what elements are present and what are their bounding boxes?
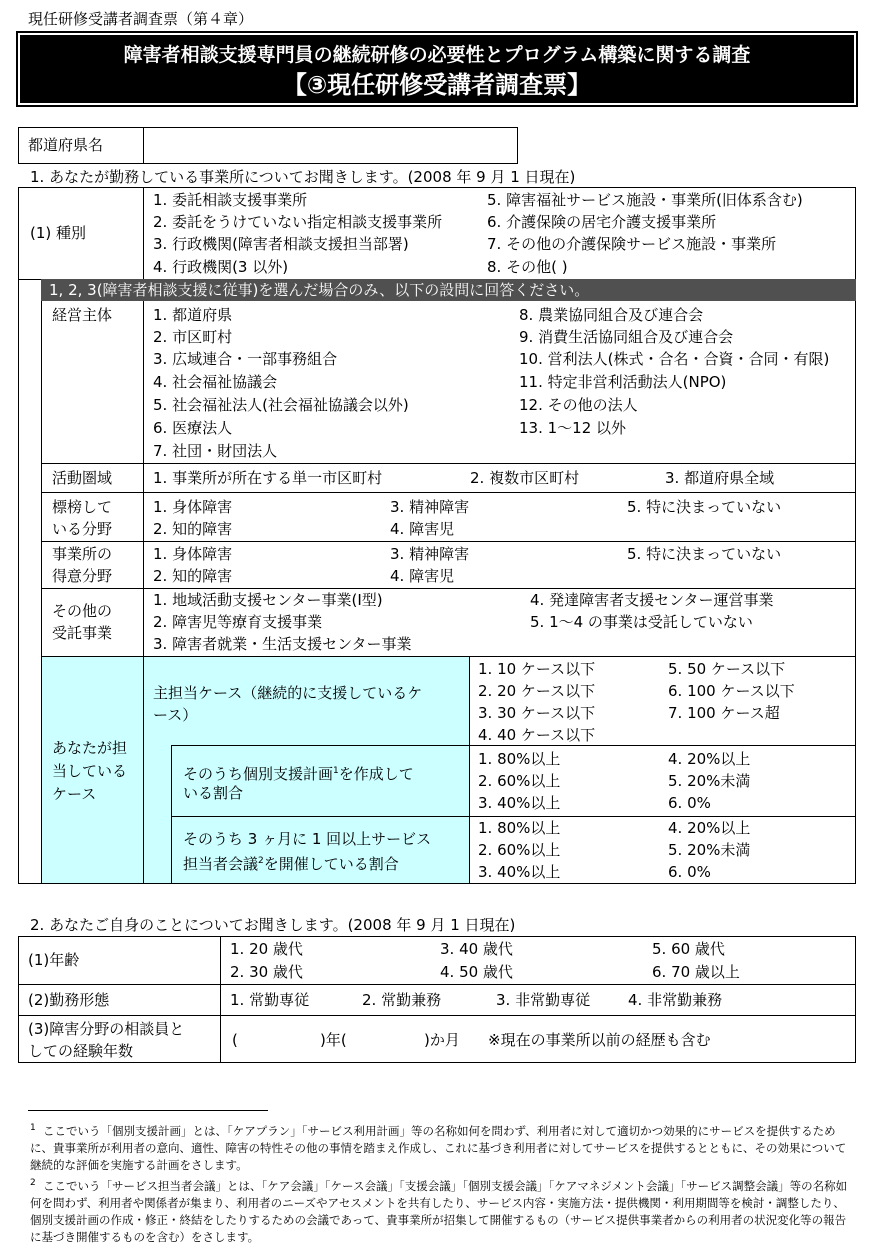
management-option[interactable]: 9. 消費生活協同組合及び連合会: [519, 328, 734, 346]
prefecture-input[interactable]: [146, 129, 514, 162]
age-option[interactable]: 4. 50 歳代: [440, 963, 513, 981]
type-option[interactable]: 2. 委託をうけていない指定相談支援事業所: [153, 213, 443, 231]
meeting-option[interactable]: 2. 60%以上: [478, 841, 561, 859]
management-option[interactable]: 11. 特定非営利活動法人(NPO): [519, 373, 727, 391]
management-label: 経営主体: [52, 306, 113, 324]
meeting-option[interactable]: 6. 0%: [668, 863, 711, 881]
management-option[interactable]: 2. 市区町村: [153, 328, 233, 346]
meeting-option[interactable]: 3. 40%以上: [478, 863, 561, 881]
other-projects-label: その他の: [52, 602, 113, 620]
meeting-label: そのうち 3 ヶ月に 1 回以上サービス: [183, 830, 432, 848]
declared-field-label: いる分野: [52, 520, 113, 538]
other-projects-option[interactable]: 3. 障害者就業・生活支援センター事業: [153, 635, 412, 653]
survey-banner: [18, 33, 856, 105]
meeting-option[interactable]: 5. 20%未満: [668, 841, 751, 859]
declared-field-option[interactable]: 1. 身体障害: [153, 498, 233, 516]
cases-label: 当している: [52, 762, 128, 780]
age-option[interactable]: 6. 70 歳以上: [652, 963, 740, 981]
area-label: 活動圏域: [52, 469, 113, 487]
management-option[interactable]: 8. 農業協同組合及び連合会: [519, 306, 704, 324]
conditional-notice: 1, 2, 3(障害者相談支援に従事)を選んだ場合のみ、以下の設問に回答ください。: [41, 279, 856, 301]
plan-option[interactable]: 4. 20%以上: [668, 750, 751, 768]
experience-years-input[interactable]: [244, 1026, 318, 1052]
survey-subtitle: 【③現任研修受講者調査票】: [282, 71, 592, 99]
declared-field-option[interactable]: 2. 知的障害: [153, 520, 233, 538]
declared-field-option[interactable]: 3. 精神障害: [390, 498, 470, 516]
plan-option[interactable]: 3. 40%以上: [478, 794, 561, 812]
meeting-label: 担当者会議$^2$を開催している割合: [183, 855, 399, 873]
management-option[interactable]: 12. その他の法人: [519, 396, 638, 414]
strong-field-label: 得意分野: [52, 567, 113, 585]
main-cases-option[interactable]: 5. 50 ケース以下: [668, 660, 786, 678]
experience-months-close: )か月: [424, 1031, 460, 1049]
other-projects-label: 受託事業: [52, 624, 113, 642]
declared-field-option[interactable]: 4. 障害児: [390, 520, 455, 538]
area-option[interactable]: 3. 都道府県全域: [665, 469, 775, 487]
strong-field-option[interactable]: 3. 精神障害: [390, 545, 470, 563]
survey-title: 障害者相談支援専門員の継続研修の必要性とプログラム構築に関する調査: [123, 44, 751, 66]
management-option[interactable]: 6. 医療法人: [153, 419, 233, 437]
prefecture-label: 都道府県名: [28, 136, 104, 154]
other-projects-option[interactable]: 1. 地域活動支援センター事業(Ⅰ型): [153, 591, 383, 609]
age-label: (1)年齢: [28, 951, 80, 969]
footnote-2: $^2$ ここでいう「サービス担当者会議」とは、「ケア会議」「ケース会議」「支援会議」「個別支援会議」「ケアマネジメント会議」「サービス調整会議」等の名称如何を問わず、利用者や関係者が集まり、利用者のニーズやアセスメントを共有したり、サービス内容・実施方法・提供機関・利用期間等を検討・調整したり、個別支援計画の作成・修正・終結をしたりするための会議であって、貴事業所が招集して開催するもの（サービス提供事業者からの利用者の状況変化等の報告に基づき開催するものを含む）をさします。: [30, 1178, 848, 1244]
cases-indent-cell: [144, 745, 171, 883]
strong-field-option[interactable]: 2. 知的障害: [153, 567, 233, 585]
employment-option[interactable]: 4. 非常勤兼務: [628, 991, 723, 1009]
main-cases-option[interactable]: 1. 10 ケース以下: [478, 660, 596, 678]
employment-option[interactable]: 3. 非常勤専従: [496, 991, 591, 1009]
section1-title: 1. あなたが勤務している事業所についてお聞きします。(2008 年 9 月 1 日現在): [30, 168, 576, 186]
main-cases-label: ース）: [153, 706, 198, 724]
employment-label: (2)勤務形態: [28, 991, 110, 1009]
area-option[interactable]: 2. 複数市区町村: [470, 469, 580, 487]
experience-months-input[interactable]: [356, 1026, 422, 1052]
main-cases-option[interactable]: 2. 20 ケース以下: [478, 682, 596, 700]
main-cases-option[interactable]: 7. 100 ケース超: [668, 704, 780, 722]
type-option-other[interactable]: 8. その他( ): [487, 258, 568, 276]
other-projects-option[interactable]: 2. 障害児等療育支援事業: [153, 613, 323, 631]
plan-label: いる割合: [183, 784, 244, 802]
type-option[interactable]: 4. 行政機関(3 以外): [153, 258, 289, 276]
plan-option[interactable]: 6. 0%: [668, 794, 711, 812]
main-cases-option[interactable]: 4. 40 ケース以下: [478, 726, 596, 744]
management-option[interactable]: 1. 都道府県: [153, 306, 233, 324]
meeting-option[interactable]: 1. 80%以上: [478, 819, 561, 837]
strong-field-option[interactable]: 4. 障害児: [390, 567, 455, 585]
plan-option[interactable]: 2. 60%以上: [478, 772, 561, 790]
management-option[interactable]: 10. 営利法人(株式・合名・合資・合同・有限): [519, 350, 830, 368]
cases-label: あなたが担: [52, 739, 128, 757]
type-option[interactable]: 7. その他の介護保険サービス施設・事業所: [487, 235, 777, 253]
form-top-label: 現任研修受講者調査票（第４章）: [28, 10, 254, 28]
type-label: (1) 種別: [30, 224, 87, 242]
experience-years-close: )年(: [320, 1031, 347, 1049]
experience-label: (3)障害分野の相談員と: [28, 1020, 185, 1038]
main-cases-label: 主担当ケース（継続的に支援しているケ: [153, 684, 423, 702]
management-option[interactable]: 13. 1～12 以外: [519, 419, 627, 437]
other-projects-option[interactable]: 5. 1～4 の事業は受託していない: [530, 613, 753, 631]
management-option[interactable]: 4. 社会福祉協議会: [153, 373, 278, 391]
strong-field-option[interactable]: 5. 特に決まっていない: [627, 545, 782, 563]
cases-label: ケース: [52, 785, 97, 803]
management-option[interactable]: 3. 広域連合・一部事務組合: [153, 350, 338, 368]
management-option[interactable]: 5. 社会福祉法人(社会福祉協議会以外): [153, 396, 409, 414]
main-cases-option[interactable]: 3. 30 ケース以下: [478, 704, 596, 722]
strong-field-option[interactable]: 1. 身体障害: [153, 545, 233, 563]
type-option[interactable]: 1. 委託相談支援事業所: [153, 191, 308, 209]
experience-label: しての経験年数: [28, 1042, 134, 1060]
age-option[interactable]: 1. 20 歳代: [230, 940, 303, 958]
strong-field-label: 事業所の: [52, 545, 113, 563]
plan-option[interactable]: 1. 80%以上: [478, 750, 561, 768]
section2-title: 2. あなたご自身のことについてお聞きします。(2008 年 9 月 1 日現在): [30, 916, 516, 934]
employment-option[interactable]: 2. 常勤兼務: [362, 991, 442, 1009]
other-projects-option[interactable]: 4. 発達障害者支援センター運営事業: [530, 591, 774, 609]
main-cases-option[interactable]: 6. 100 ケース以下: [668, 682, 795, 700]
experience-years-open: (: [232, 1031, 238, 1049]
footnote-1: $^1$ ここでいう「個別支援計画」とは、「ケアプラン」「サービス利用計画」等の名称如何を問わず、利用者に対して適切かつ効果的にサービスを提供するために、貴事業所が利用者の意向、適性、障害の特性その他の事情を踏まえ作成し、これに基づき利用者に対してサービスを提供するとともに、その効果について継続的な評価を実施する計画をさします。: [30, 1123, 847, 1172]
age-option[interactable]: 2. 30 歳代: [230, 963, 303, 981]
area-option[interactable]: 1. 事業所が所在する単一市区町村: [153, 469, 383, 487]
meeting-option[interactable]: 4. 20%以上: [668, 819, 751, 837]
type-option[interactable]: 6. 介護保険の居宅介護支援事業所: [487, 213, 717, 231]
plan-label: そのうち個別支援計画$^1$を作成して: [183, 765, 414, 783]
plan-option[interactable]: 5. 20%未満: [668, 772, 751, 790]
declared-field-label: 標榜して: [52, 498, 113, 516]
employment-option[interactable]: 1. 常勤専従: [230, 991, 310, 1009]
type-option[interactable]: 3. 行政機関(障害者相談支援担当部署): [153, 235, 409, 253]
declared-field-option[interactable]: 5. 特に決まっていない: [627, 498, 782, 516]
management-option[interactable]: 7. 社団・財団法人: [153, 442, 278, 460]
age-option[interactable]: 5. 60 歳代: [652, 940, 725, 958]
age-option[interactable]: 3. 40 歳代: [440, 940, 513, 958]
experience-note: ※現在の事業所以前の経歴も含む: [488, 1031, 711, 1049]
type-option[interactable]: 5. 障害福祉サービス施設・事業所(旧体系含む): [487, 191, 803, 209]
